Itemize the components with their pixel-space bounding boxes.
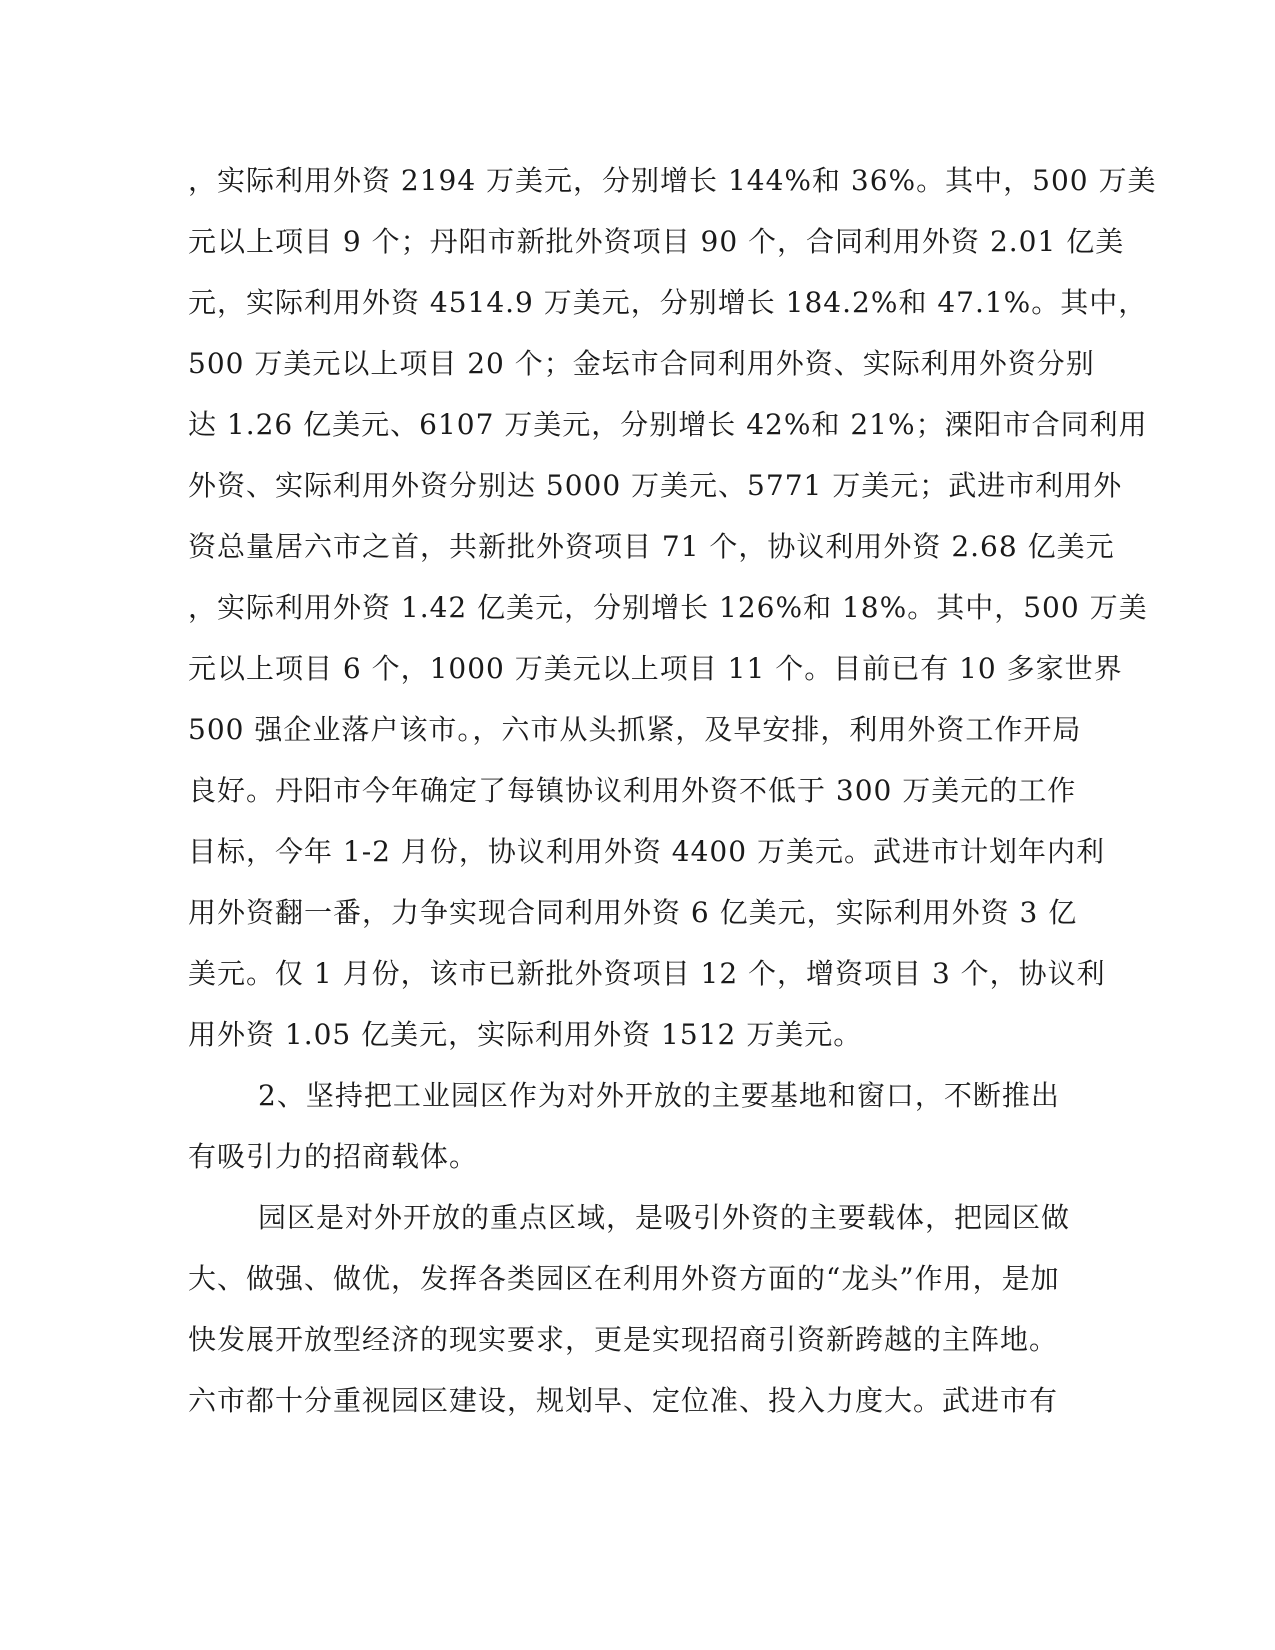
text-line: 元以上项目 9 个；丹阳市新批外资项目 90 个，合同利用外资 2.01 亿美 (188, 225, 1125, 258)
text-line: 大、做强、做优，发挥各类园区在利用外资方面的“龙头”作用，是加 (188, 1262, 1060, 1295)
text-line: 园区是对外开放的重点区域，是吸引外资的主要载体，把园区做 (258, 1201, 1071, 1234)
text-line: 用外资翻一番，力争实现合同利用外资 6 亿美元，实际利用外资 3 亿 (188, 896, 1078, 929)
section-heading-line: 有吸引力的招商载体。 (188, 1140, 479, 1173)
text-line: 目标，今年 1-2 月份，协议利用外资 4400 万美元。武进市计划年内利 (188, 835, 1105, 868)
section-heading-line: 2、坚持把工业园区作为对外开放的主要基地和窗口，不断推出 (258, 1079, 1060, 1112)
text-line: ，实际利用外资 2194 万美元，分别增长 144%和 36%。其中，500 万美 (188, 164, 1157, 197)
text-line: 元，实际利用外资 4514.9 万美元，分别增长 184.2%和 47.1%。其中， (188, 286, 1148, 319)
text-line: ，实际利用外资 1.42 亿美元，分别增长 126%和 18%。其中，500 万美 (188, 591, 1148, 624)
paragraph-foreign-investment-stats (188, 150, 1157, 1431)
text-line: 美元。仅 1 月份，该市已新批外资项目 12 个，增资项目 3 个，协议利 (188, 957, 1106, 990)
text-line: 良好。丹阳市今年确定了每镇协议利用外资不低于 300 万美元的工作 (188, 774, 1077, 807)
text-line: 外资、实际利用外资分别达 5000 万美元、5771 万美元；武进市利用外 (188, 469, 1123, 502)
text-line: 用外资 1.05 亿美元，实际利用外资 1512 万美元。 (188, 1018, 863, 1051)
text-line: 500 万美元以上项目 20 个；金坛市合同利用外资、实际利用外资分别 (188, 347, 1095, 380)
text-line: 快发展开放型经济的现实要求，更是实现招商引资新跨越的主阵地。 (188, 1323, 1059, 1356)
text-line: 六市都十分重视园区建设，规划早、定位准、投入力度大。武进市有 (188, 1384, 1059, 1417)
text-line: 元以上项目 6 个，1000 万美元以上项目 11 个。目前已有 10 多家世界 (188, 652, 1123, 685)
text-line: 500 强企业落户该市。，六市从头抓紧，及早安排，利用外资工作开局 (188, 713, 1082, 746)
text-line: 达 1.26 亿美元、6107 万美元，分别增长 42%和 21%；溧阳市合同利用 (188, 408, 1148, 441)
text-line: 资总量居六市之首，共新批外资项目 71 个，协议利用外资 2.68 亿美元 (188, 530, 1115, 563)
